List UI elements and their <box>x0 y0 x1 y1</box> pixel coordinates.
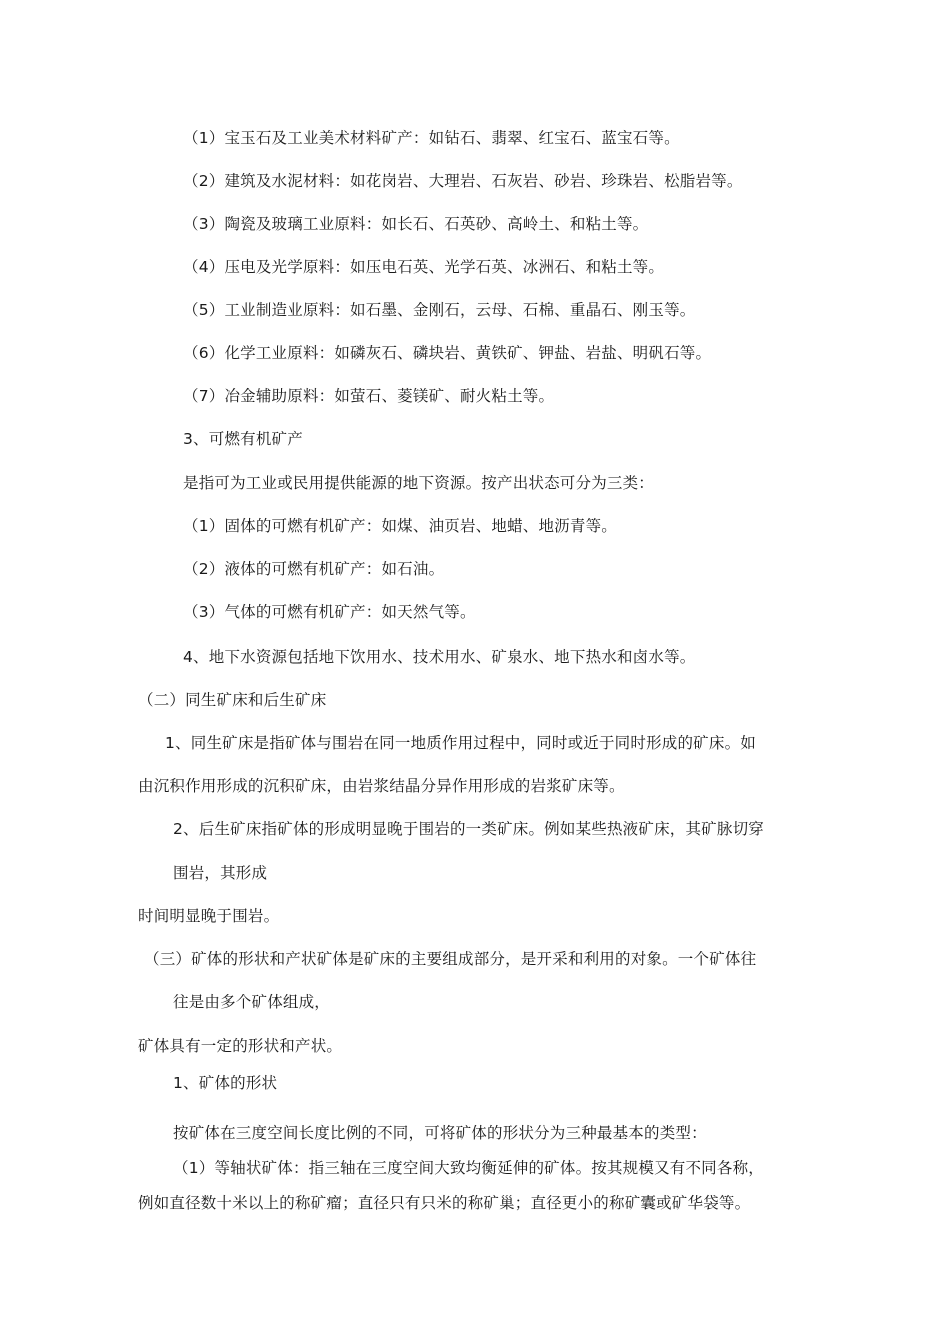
subsection-heading-shape: 1、矿体的形状 <box>173 1074 278 1092</box>
text-line-3: （3）陶瓷及玻璃工业原料：如长石、石英砂、高岭土、和粘土等。 <box>183 215 649 233</box>
text-line-21: 往是由多个矿体组成， <box>173 993 331 1011</box>
section-heading-ore-body: （三）矿体的形状和产状矿体是矿床的主要组成部分，是开采和利用的对象。一个矿体往 <box>144 950 757 968</box>
section-heading-syngenetic: （二）同生矿床和后生矿床 <box>138 691 327 709</box>
text-line-13: 4、地下水资源包括地下饮用水、技术用水、矿泉水、地下热水和卤水等。 <box>183 648 696 666</box>
text-line-24: 按矿体在三度空间长度比例的不同，可将矿体的形状分为三种最基本的类型： <box>173 1124 707 1142</box>
text-line-11: （2）液体的可燃有机矿产：如石油。 <box>183 560 445 578</box>
section-heading-combustible: 3、可燃有机矿产 <box>183 430 303 448</box>
text-line-17: 2、后生矿床指矿体的形成明显晚于围岩的一类矿床。例如某些热液矿床，其矿脉切穿 <box>173 820 764 838</box>
text-line-1: （1）宝玉石及工业美术材料矿产：如钻石、翡翠、红宝石、蓝宝石等。 <box>183 129 680 147</box>
text-line-18: 围岩，其形成 <box>173 864 268 882</box>
text-line-2: （2）建筑及水泥材料：如花岗岩、大理岩、石灰岩、砂岩、珍珠岩、松脂岩等。 <box>183 172 743 190</box>
text-line-19: 时间明显晚于围岩。 <box>138 907 280 925</box>
text-line-15: 1、同生矿床是指矿体与围岩在同一地质作用过程中，同时或近于同时形成的矿床。如 <box>165 734 756 752</box>
text-line-4: （4）压电及光学原料：如压电石英、光学石英、冰洲石、和粘土等。 <box>183 258 665 276</box>
text-line-26: 例如直径数十米以上的称矿瘤；直径只有只米的称矿巢；直径更小的称矿囊或矿华袋等。 <box>138 1194 751 1212</box>
text-line-25: （1）等轴状矿体：指三轴在三度空间大致均衡延伸的矿体。按其规模又有不同各称， <box>173 1159 764 1177</box>
text-line-12: （3）气体的可燃有机矿产：如天然气等。 <box>183 603 476 621</box>
text-line-6: （6）化学工业原料：如磷灰石、磷块岩、黄铁矿、钾盐、岩盐、明矾石等。 <box>183 344 712 362</box>
text-line-10: （1）固体的可燃有机矿产：如煤、油页岩、地蜡、地沥青等。 <box>183 517 617 535</box>
text-line-22: 矿体具有一定的形状和产状。 <box>138 1037 343 1055</box>
text-line-9: 是指可为工业或民用提供能源的地下资源。按产出状态可分为三类： <box>183 474 655 492</box>
text-line-5: （5）工业制造业原料：如石墨、金刚石，云母、石棉、重晶石、刚玉等。 <box>183 301 696 319</box>
text-line-16: 由沉积作用形成的沉积矿床，由岩浆结晶分异作用形成的岩浆矿床等。 <box>138 777 625 795</box>
text-line-7: （7）冶金辅助原料：如萤石、菱镁矿、耐火粘土等。 <box>183 387 555 405</box>
